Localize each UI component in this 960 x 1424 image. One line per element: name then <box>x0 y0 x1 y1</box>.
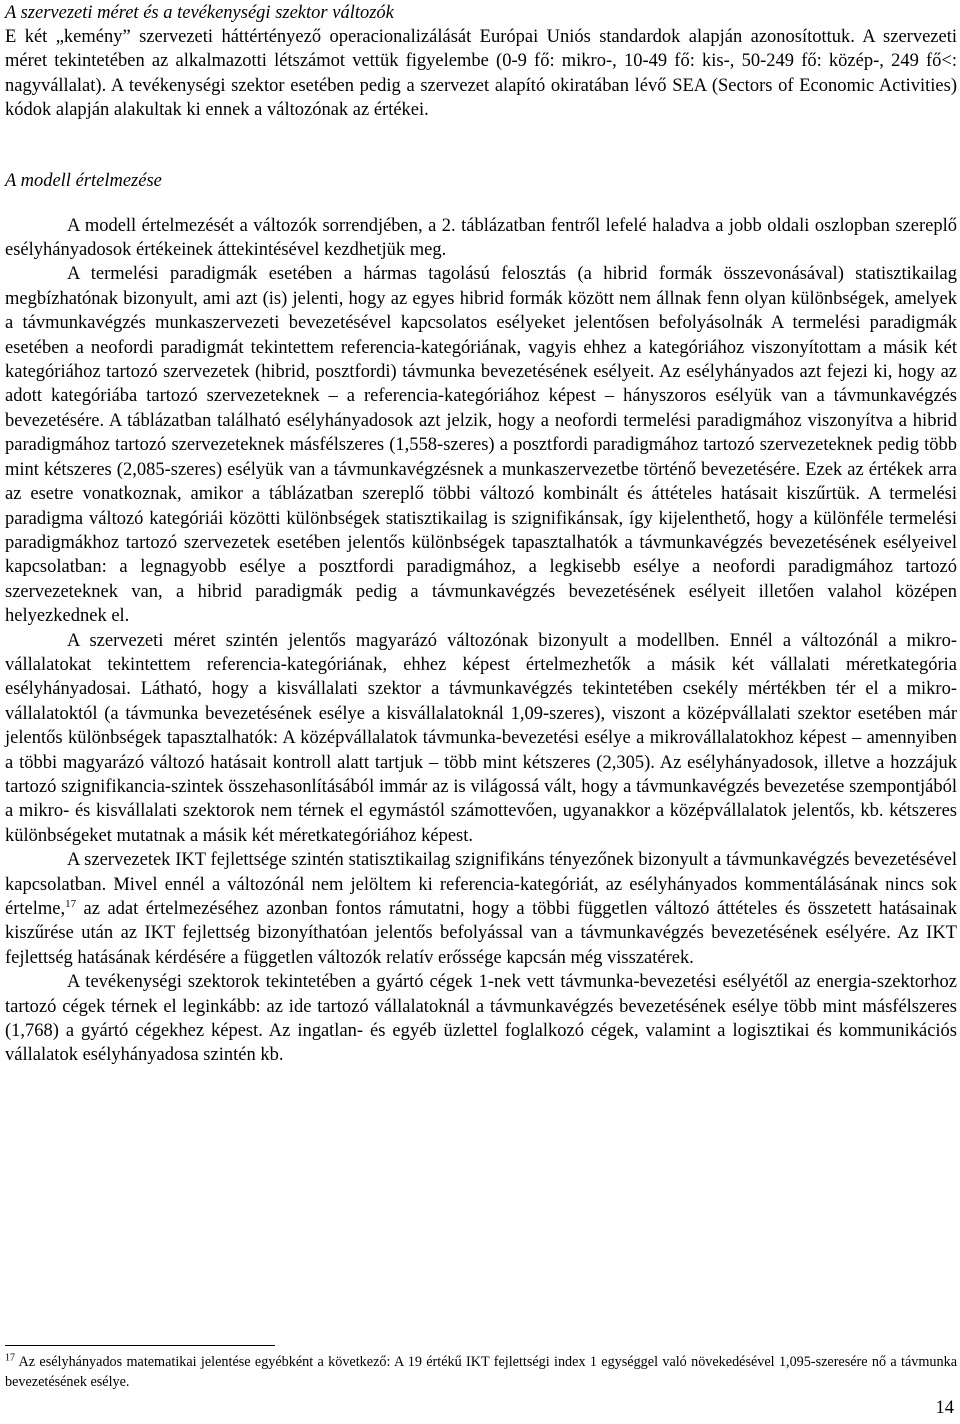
paragraph-size-sector: E két „kemény” szervezeti háttértényező operacionalizálását Európai Uniós standardok alapján azonosítottuk. A szervezeti méret tekintetében az alkalmazotti létszámot vettük figyelembe (0-9 fő: mikro-, 10-49 fő: kis-, 50-249 fő: közép-, 249 fő<: nagyvállalat). A tevékenységi szektor esetében pedig a szervezet alapító okiratában lévő SEA (Sectors of Economic Activities) kódok alapján alakultak ki ennek a változónak az értékei. <box>5 27 957 121</box>
ict-text-after: az adat értelmezéséhez azonban fontos rámutatni, hogy a többi független változó áttételes és összetett hatásainak kiszűrése után az IKT fejlettség bizonyíthatóan jelentős befolyással van a távmunkavégzés bevezetésének esélyére. Az IKT fejlettség hatásának kérdésére a független változók relatív erőssége kapcsán még visszatérek. <box>5 899 957 968</box>
section-heading-model: A modell értelmezése <box>5 170 162 191</box>
footnote <box>5 1352 957 1392</box>
paragraph-model-intro: A modell értelmezését a változók sorrendjében, a 2. táblázatban fentről lefelé haladva a jobb oldali oszlopban szereplő esélyhányadosok értékeinek áttekintésével kezdhetjük meg. <box>5 215 957 261</box>
paragraph-activity-sector: A tevékenységi szektorok tekintetében a gyártó cégek 1-nek vett távmunka-bevezetési esélyétől az energia-szektorhoz tartozó cégek térnek el leginkább: az ide tartozó vállalatoknál a távmunkavégzés bevezetésének esélye több mint másfélszeres (1,768) a gyártó cégekhez képest. Az ingatlan- és egyéb üzlettel foglalkozó cégek, valamint a logisztikai és kommunikációs vállalatok esélyhányadosa szintén kb. <box>5 972 957 1066</box>
ict-text-before: A szervezetek IKT fejlettsége szintén statisztikailag szignifikáns tényezőnek bizonyult a távmunkavégzés bevezetésével kapcsolatban. Mivel ennél a változónál nem jelöltem ki referencia-kategóriát, az esélyhányados kommentálásának nincs sok értelme, <box>5 850 957 919</box>
section-heading-size-sector: A szervezeti méret és a tevékenységi szektor változók <box>5 3 394 23</box>
footnote-number: 17 <box>5 1352 15 1364</box>
page-body <box>5 0 957 1068</box>
footnote-reference-17[interactable]: 17 <box>65 897 77 910</box>
paragraph-production-paradigm: A termelési paradigmák esetében a hármas tagolású felosztás (a hibrid formák összevonásával) statisztikailag megbízhatónak bizonyult, ami azt (is) jelenti, hogy az egyes hibrid formák között nem állnak fenn olyan különbségek, amelyek a távmunkavégzés munkaszervezeti bevezetésével kapcsolatos esélyeket jelentősen befolyásolnák A termelési paradigmák esetében a neofordi paradigmát tekintettem referencia-kategóriának, vagyis ehhez a kategóriához viszonyítottam a másik két kategóriához tartozó szervezetek (hibrid, posztfordi) távmunka bevezetésének esélyeit. Az esélyhányados azt fejezi ki, hogy az adott kategóriába tartozó szervezeteknek – a referencia-kategóriához képest – hányszoros esélyük van a távmunkavégzés bevezetésére. A táblázatban található esélyhányadosok azt jelzik, hogy a neofordi termelési paradigmához viszonyítva a hibrid paradigmához tartozó szervezeteknek másfélszeres (1,558-szeres) a posztfordi paradigmához tartozó szervezeteknek pedig több mint kétszeres (2,085-szeres) esélyük van a távmunkavégzésnek a munkaszervezetbe történő bevezetésére. Ezek az értékek arra az esetre vonatkoznak, amikor a táblázatban szereplő többi változó kombinált és áttételes hatásait kiszűrtük. A termelési paradigma változó kategóriái közötti különbségek statisztikailag is szignifikánsak, így kijelenthető, hogy a különféle termelési paradigmákhoz tartozó szervezetek esetében jelentős különbségek tapasztalhatók a távmunkavégzés bevezetésének esélyeivel kapcsolatban: a legnagyobb esélye a posztfordi paradigmához, a legkisebb esélye a neofordi paradigmához tartozó szervezeteknek van, a hibrid paradigmák pedig a távmunkavégzés bevezetésének esélyeit illetően valahol középen helyezkednek el. <box>5 264 957 627</box>
footnote-separator <box>5 1345 275 1346</box>
paragraph-organization-size: A szervezeti méret szintén jelentős magyarázó változónak bizonyult a modellben. Ennél a változónál a mikro-vállalatokat tekintettem referencia-kategóriának, ehhez képest értelmezhetők a másik két vállalati méretkategória esélyhányadosai. Látható, hogy a kisvállalati szektor a távmunkavégzés tekintetében csekély mértékben tér el a mikro-vállalatoktól (a távmunka bevezetésének esélye a kisvállalatoknál 1,09-szeres), viszont a középvállalati szektor esetében már jelentős különbségek tapasztalhatók: A középvállalatok távmunka-bevezetési esélye a mikrovállalatokhoz képest – amennyiben a többi magyarázó változó hatásait kontroll alatt tartjuk – több mint kétszeres (2,305). Az esélyhányadosok, illetve a hozzájuk tartozó szignifikancia-szintek összehasonlításából immár az is világossá vált, hogy a távmunkavégzés bevezetése szempontjából a mikro- és kisvállalati szektorok nem térnek el egymástól számottevően, ugyanakkor a középvállalatok jelentős, kb. kétszeres különbségeket mutatnak a másik két méretkategóriához képest. <box>5 630 957 846</box>
page-number: 14 <box>935 1398 954 1418</box>
paragraph-ict-development <box>5 848 957 970</box>
footnote-text: Az esélyhányados matematikai jelentése egyébként a következő: A 19 értékű IKT fejlettségi index 1 egységgel való növekedésével 1,095-szeresére nő a távmunka bevezetésének esélye. <box>5 1354 957 1390</box>
